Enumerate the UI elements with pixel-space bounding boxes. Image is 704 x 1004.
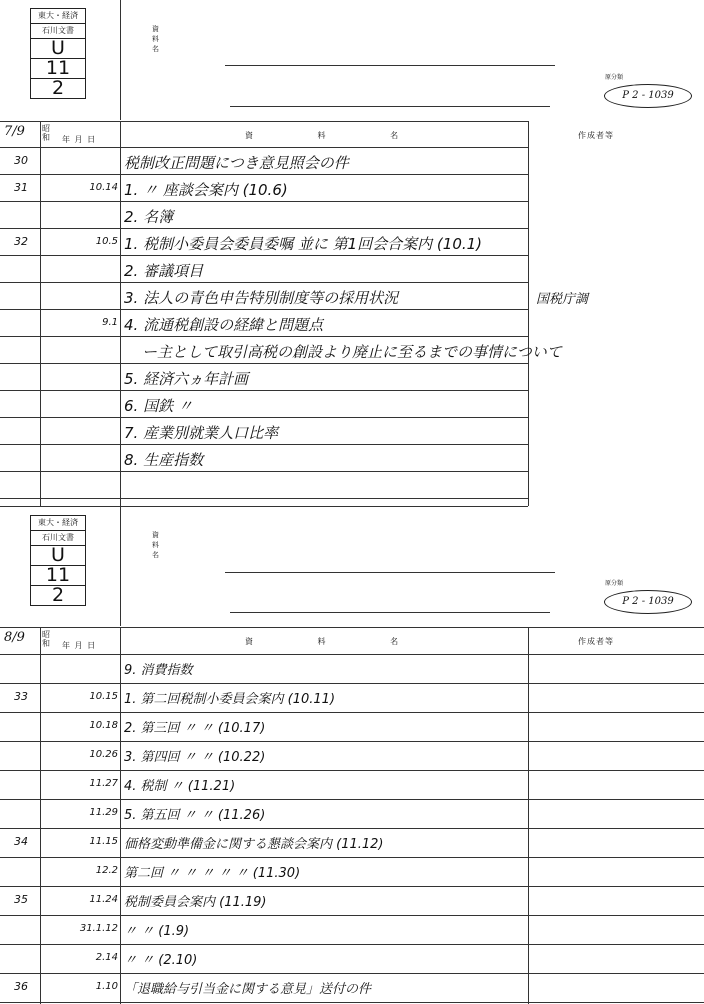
row-rule (0, 857, 704, 858)
row-material-text: 1. 第二回税制小委員会案内 (10.11) (124, 692, 336, 707)
row-rule (0, 201, 528, 202)
row-rule (0, 944, 704, 945)
header-creator-2: 作成者等 (578, 637, 614, 646)
row-date: 10.26 (89, 749, 118, 760)
row-material-text: 5. 経済六ヵ年計画 (124, 370, 249, 388)
row-rule (0, 799, 704, 800)
page-mark-2: 8/9 (4, 630, 25, 645)
row-material-text: 税制委員会案内 (11.19) (124, 895, 267, 910)
row-creator: 国税庁調 (536, 292, 589, 307)
header-creator: 作成者等 (578, 131, 614, 140)
row-rule (0, 770, 704, 771)
row-material-text: 4. 税制 〃 (11.21) (124, 779, 236, 794)
stamp-sub: 石川文書 (31, 24, 85, 39)
stamp-code1: U (31, 546, 85, 566)
row-number: 31 (14, 181, 28, 194)
row-material-text: 5. 第五回 〃 〃 (11.26) (124, 808, 266, 823)
header-material-2: 資 料 名 (245, 637, 400, 646)
stamp-code3: 2 (51, 584, 65, 606)
material-name-label: 資料名 (152, 25, 159, 53)
row-material-text: 9. 消費指数 (124, 663, 193, 678)
row-date: 9.1 (102, 317, 118, 328)
row-material-text: 1. 〃 座談会案内 (10.6) (124, 181, 288, 199)
row-rule (0, 915, 704, 916)
header-era: 昭和 (42, 124, 51, 142)
stamp-code1: U (31, 39, 85, 59)
row-rule (0, 228, 528, 229)
row-date: 11.29 (89, 807, 118, 818)
classification-label-2: 原分類 (605, 580, 624, 587)
material-name-label-2: 資料名 (152, 531, 159, 559)
row-material-text: 3. 法人の青色申告特別制度等の採用状況 (124, 289, 399, 307)
row-rule (0, 390, 528, 391)
row-rule (0, 444, 528, 445)
header-ymd: 年 月 日 (62, 135, 97, 144)
row-rule (0, 363, 528, 364)
page-mark-1: 7/9 (4, 124, 25, 139)
row-date: 2.14 (95, 952, 118, 963)
stamp-header: 東大・経済 (31, 516, 85, 531)
row-material-text: 2. 審議項目 (124, 262, 204, 280)
archive-stamp-2 (30, 515, 86, 606)
row-number: 35 (14, 893, 28, 906)
row-material-text: 2. 第三回 〃 〃 (10.17) (124, 721, 266, 736)
row-rule (0, 309, 528, 310)
header-ymd-2: 年 月 日 (62, 641, 97, 650)
row-rule (0, 255, 528, 256)
stamp-header: 東大・経済 (31, 9, 85, 24)
row-rule (0, 498, 528, 499)
row-number: 32 (14, 235, 28, 248)
row-date: 10.14 (89, 182, 118, 193)
stamp-code2: 11 (31, 566, 85, 586)
row-rule (0, 828, 704, 829)
row-material-text: 〃 〃 (2.10) (124, 953, 198, 968)
row-date: 1.10 (95, 981, 118, 992)
row-rule (0, 282, 528, 283)
stamp-code3: 2 (51, 77, 65, 99)
row-rule (0, 886, 704, 887)
header-era-2: 昭和 (42, 630, 51, 648)
row-date: 11.27 (89, 778, 118, 789)
row-date: 11.15 (89, 836, 118, 847)
row-material-text: 第二回 〃 〃 〃 〃 〃 (11.30) (124, 866, 301, 881)
row-material-text: 2. 名簿 (124, 208, 174, 226)
row-rule (0, 741, 704, 742)
row-rule (0, 336, 528, 337)
row-number: 34 (14, 835, 28, 848)
row-material-text: 7. 産業別就業人口比率 (124, 424, 279, 442)
row-number: 36 (14, 980, 28, 993)
row-rule (0, 417, 528, 418)
header-material: 資 料 名 (245, 131, 400, 140)
classification-value: P 2 - 1039 (604, 84, 692, 108)
row-date: 10.5 (95, 236, 118, 247)
classification-value-2: P 2 - 1039 (604, 590, 692, 614)
stamp-sub: 石川文書 (31, 531, 85, 546)
row-rule (0, 471, 528, 472)
row-date: 10.15 (89, 691, 118, 702)
row-rule (0, 174, 528, 175)
classification-label: 原分類 (605, 74, 624, 81)
row-material-text: 3. 第四回 〃 〃 (10.22) (124, 750, 266, 765)
row-material-text: 4. 流通税創設の経緯と問題点 (124, 316, 324, 334)
archive-stamp (30, 8, 86, 99)
row-date: 10.18 (89, 720, 118, 731)
row-rule (0, 712, 704, 713)
row-material-text: 1. 税制小委員会委員委嘱 並に 第1回会合案内 (10.1) (124, 235, 483, 253)
row-rule (0, 1002, 704, 1003)
row-material-text: 〃 〃 (1.9) (124, 924, 190, 939)
stamp-code2: 11 (31, 59, 85, 79)
row-number: 30 (14, 154, 28, 167)
row-date: 31.1.12 (79, 923, 118, 934)
row-number: 33 (14, 690, 28, 703)
row-rule (0, 683, 704, 684)
row-material-text: 6. 国鉄 〃 (124, 397, 193, 415)
row-date: 11.24 (89, 894, 118, 905)
row-material-text: 税制改正問題につき意見照会の件 (124, 154, 349, 172)
row-material-text: 「退職給与引当金に関する意見」送付の件 (124, 982, 372, 997)
row-material-text: ー主として取引高税の創設より廃止に至るまでの事情について (142, 343, 562, 361)
row-date: 12.2 (95, 865, 118, 876)
row-material-text: 8. 生産指数 (124, 451, 204, 469)
row-rule (0, 973, 704, 974)
row-material-text: 価格変動準備金に関する懇談会案内 (11.12) (124, 837, 384, 852)
